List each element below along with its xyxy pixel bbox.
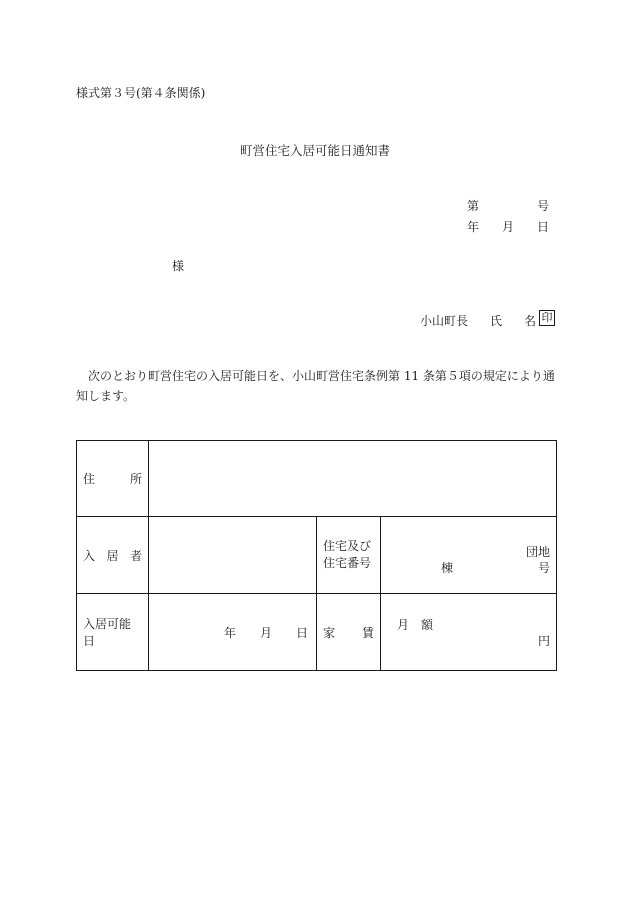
move-in-month: 月 bbox=[259, 625, 272, 640]
move-in-value-cell[interactable] bbox=[149, 594, 317, 671]
resident-value-cell[interactable] bbox=[149, 517, 317, 594]
document-number-line bbox=[467, 197, 549, 214]
address-value-cell[interactable] bbox=[149, 441, 557, 517]
address-row bbox=[77, 441, 557, 517]
info-table bbox=[76, 440, 557, 671]
address-label-cell bbox=[77, 441, 149, 517]
rent-label-char: 賃 bbox=[361, 625, 374, 640]
monthly-label-char: 月 bbox=[397, 618, 410, 632]
move-in-label: 入居可能日 bbox=[83, 617, 132, 648]
form-number: 様式第３号(第４条関係) bbox=[76, 86, 206, 100]
body-text: 次のとおり町営住宅の入居可能日を、小山町営住宅条例第 11 条第５項の規定により通知します。 bbox=[76, 369, 555, 403]
rent-label-char: 家 bbox=[323, 625, 336, 640]
resident-label-cell bbox=[77, 517, 149, 594]
rent-value-cell[interactable] bbox=[381, 594, 557, 671]
housing-label-cell bbox=[317, 517, 381, 594]
move-in-year: 年 bbox=[223, 625, 236, 640]
addressee-suffix: 様 bbox=[172, 259, 185, 273]
monthly-label-char: 額 bbox=[421, 618, 434, 632]
sender-line bbox=[420, 312, 536, 329]
month-label: 月 bbox=[501, 220, 514, 234]
address-label-char: 所 bbox=[129, 472, 142, 486]
move-in-day: 日 bbox=[295, 625, 308, 640]
housing-value-cell[interactable] bbox=[381, 517, 557, 594]
address-label-char: 住 bbox=[83, 472, 96, 486]
move-in-row bbox=[77, 594, 557, 671]
document-title: 町営住宅入居可能日通知書 bbox=[239, 143, 390, 158]
housing-label-line1: 住宅及び bbox=[323, 539, 372, 553]
housing-label-line2: 住宅番号 bbox=[323, 556, 372, 570]
sender-name-label-2: 名 bbox=[523, 314, 536, 328]
go-label: 号 bbox=[536, 199, 549, 213]
gou-label: 号 bbox=[538, 561, 551, 575]
yen-label: 円 bbox=[538, 634, 551, 648]
day-label: 日 bbox=[536, 220, 549, 234]
rent-label-cell bbox=[317, 594, 381, 671]
year-label: 年 bbox=[467, 220, 480, 234]
resident-label-char: 者 bbox=[129, 548, 142, 563]
seal-box: 印 bbox=[539, 310, 555, 326]
resident-label-char: 入 bbox=[83, 548, 96, 563]
dai-label: 第 bbox=[467, 199, 480, 213]
sender-name-label-1: 氏 bbox=[489, 314, 502, 328]
resident-row bbox=[77, 517, 557, 594]
date-line bbox=[467, 218, 549, 235]
sender-title: 小山町長 bbox=[420, 314, 469, 328]
resident-label-char: 居 bbox=[106, 548, 119, 563]
danchi-label: 団地 bbox=[526, 545, 551, 559]
move-in-label-cell bbox=[77, 594, 149, 671]
tou-label: 棟 bbox=[441, 561, 454, 575]
